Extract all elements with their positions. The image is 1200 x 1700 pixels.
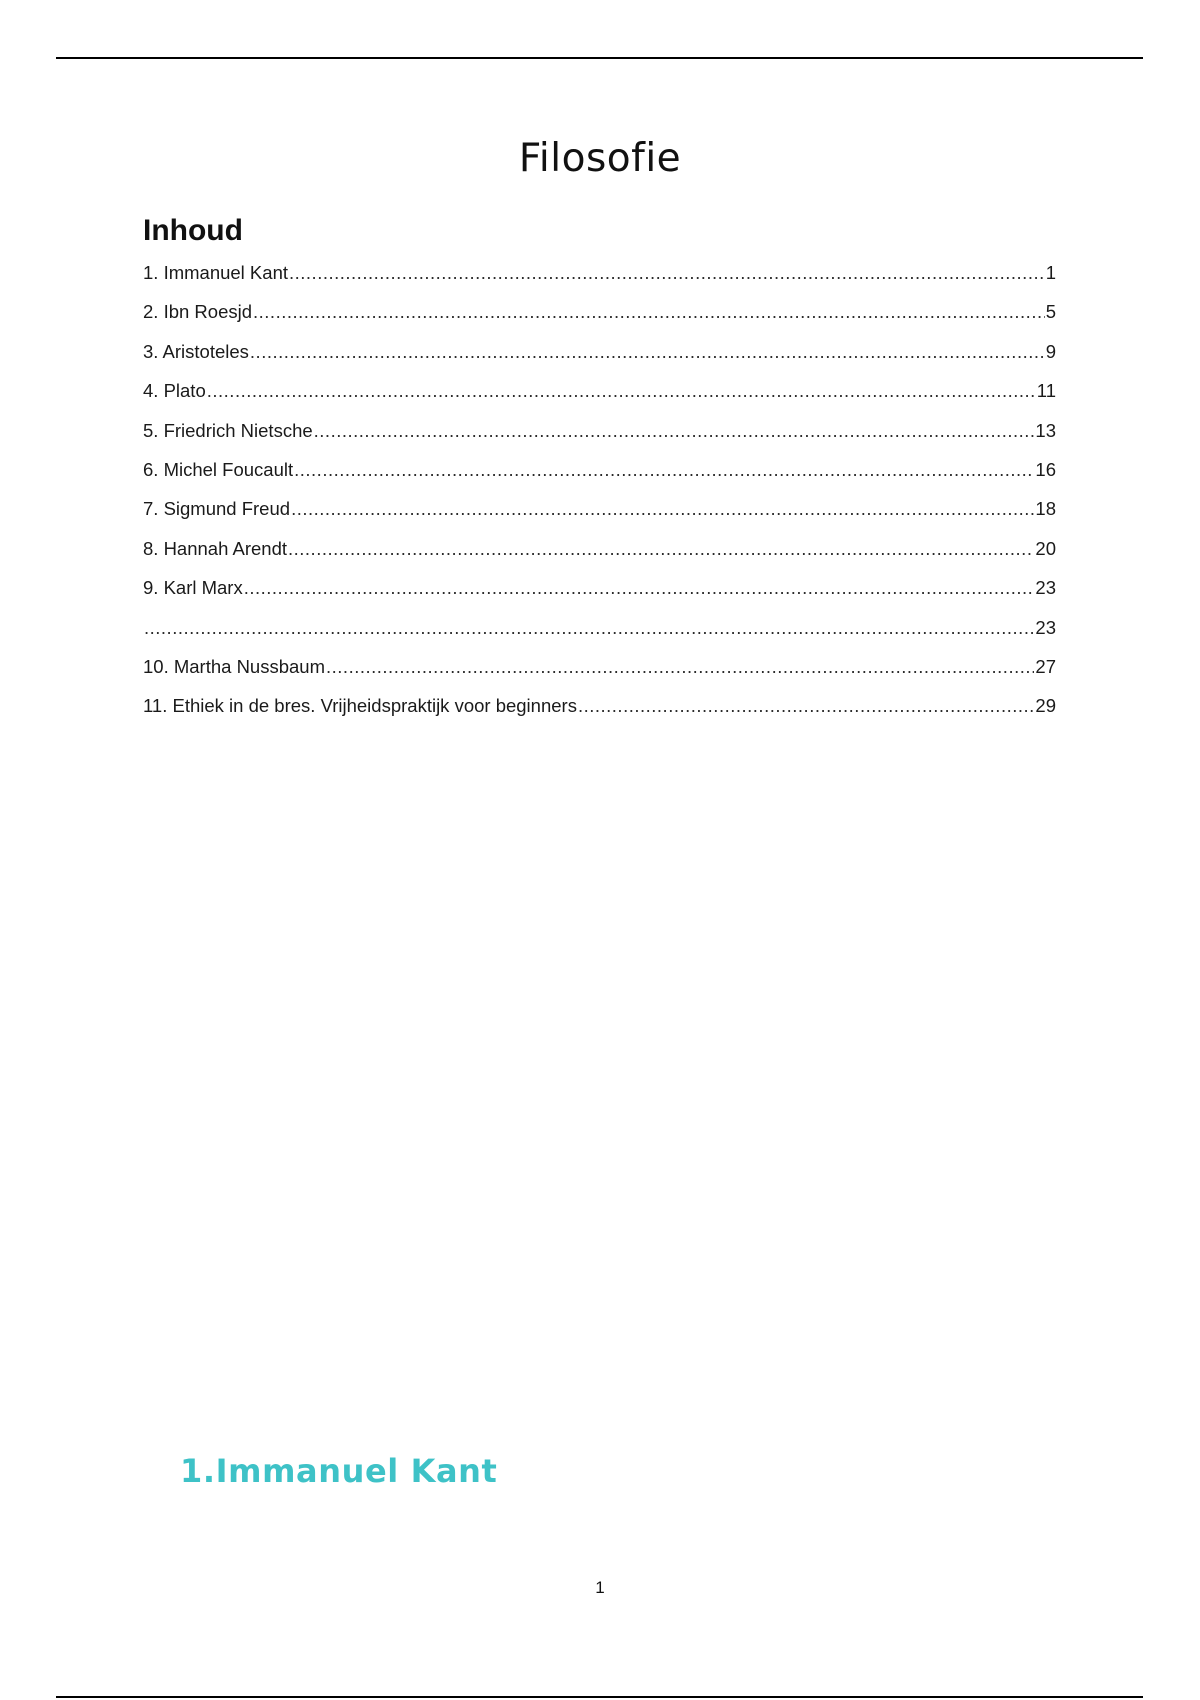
toc-entry-ibn-roesjd[interactable] [143,301,1056,340]
toc-entry-page: 27 [1035,655,1056,677]
toc-entry-label: 2. Ibn Roesjd [143,301,253,323]
toc-entry-page: 29 [1035,695,1056,717]
toc-entry-page: 20 [1035,537,1056,559]
toc-entry-untitled[interactable] [143,617,1056,656]
toc-heading: Inhoud [143,214,243,247]
toc-entry-page: 5 [1045,301,1056,323]
toc-dot-leader [250,341,1045,363]
toc-entry-label: 8. Hannah Arendt [143,537,287,559]
toc-dot-leader [253,301,1045,323]
toc-entry-label: 3. Aristoteles [143,340,249,362]
toc-entry-page: 16 [1035,458,1056,480]
toc-entry-page: 23 [1035,577,1056,599]
toc-entry-label: 10. Martha Nussbaum [143,655,326,677]
toc-entry-immanuel-kant[interactable] [143,262,1056,301]
toc-dot-leader [288,538,1034,560]
toc-entry-page: 18 [1035,498,1056,520]
toc-entry-hannah-arendt[interactable] [143,538,1056,577]
toc-dot-leader [578,695,1034,717]
toc-dot-leader [207,380,1036,402]
toc-entry-label: 7. Sigmund Freud [143,498,291,520]
toc-dot-leader [294,459,1034,481]
toc-dot-leader [326,656,1034,678]
toc-dot-leader [291,498,1034,520]
toc-entry-michel-foucault[interactable] [143,459,1056,498]
toc-entry-label: 4. Plato [143,380,206,402]
toc-dot-leader [144,617,1034,639]
toc-entry-label: 6. Michel Foucault [143,458,294,480]
toc-entry-page: 11 [1036,380,1056,402]
toc-entry-martha-nussbaum[interactable] [143,656,1056,695]
toc-entry-label: 9. Karl Marx [143,577,243,599]
toc-dot-leader [314,420,1035,442]
toc-dot-leader [244,577,1035,599]
top-page-rule [56,57,1143,59]
toc-entry-page: 13 [1035,419,1056,441]
bottom-page-rule [56,1696,1143,1698]
toc-entry-friedrich-nietsche[interactable] [143,420,1056,459]
toc-entry-label: 1. Immanuel Kant [143,262,288,283]
toc-entry-page: 23 [1035,616,1056,638]
toc-entry-karl-marx[interactable] [143,577,1056,616]
toc-entry-sigmund-freud[interactable] [143,498,1056,537]
table-of-contents [143,262,1056,735]
toc-entry-aristoteles[interactable] [143,341,1056,380]
page-number: 1 [595,1578,605,1597]
section-heading: 1.Immanuel Kant [180,1452,498,1490]
toc-entry-label: 5. Friedrich Nietsche [143,419,313,441]
toc-entry-ethiek-in-de-bres[interactable] [143,695,1056,734]
toc-entry-plato[interactable] [143,380,1056,419]
document-title: Filosofie [518,136,682,181]
toc-entry-label: 11. Ethiek in de bres. Vrijheidspraktijk voor beginners [143,695,577,717]
toc-entry-page: 1 [1045,262,1056,283]
toc-entry-page: 9 [1045,340,1056,362]
toc-dot-leader [289,262,1045,284]
